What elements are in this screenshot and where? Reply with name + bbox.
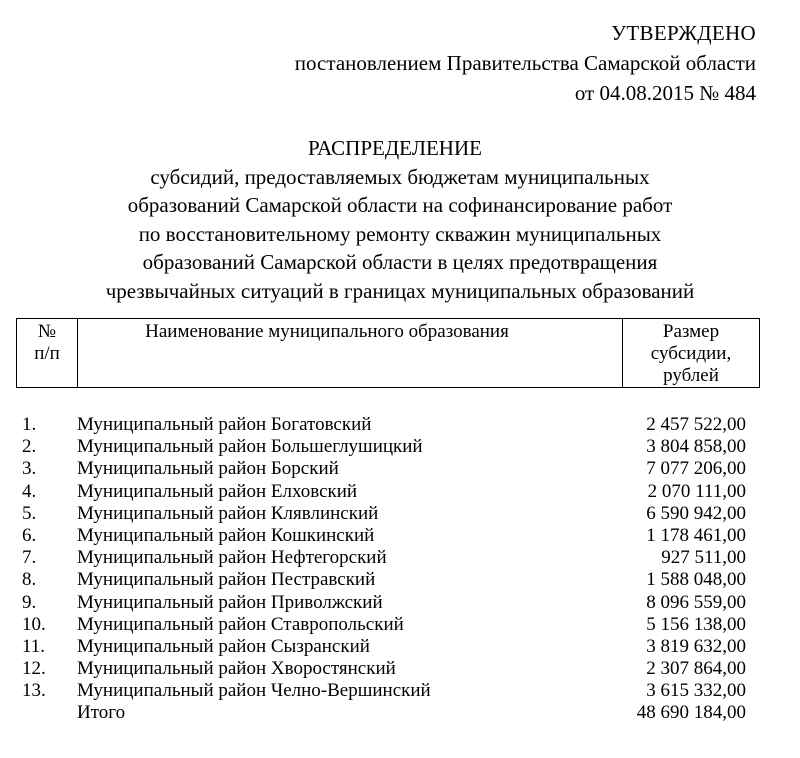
row-name: Муниципальный район Клявлинский — [77, 502, 379, 524]
row-amount: 8 096 559,00 — [646, 591, 746, 613]
row-number: 8. — [22, 569, 37, 591]
total-amount: 48 690 184,00 — [636, 702, 746, 724]
row-amount: 1 588 048,00 — [646, 569, 746, 591]
column-header-number-line2: п/п — [34, 343, 60, 364]
row-amount: 2 070 111,00 — [647, 480, 746, 502]
document-title — [0, 134, 800, 305]
row-amount: 3 615 332,00 — [646, 680, 746, 702]
row-amount: 1 178 461,00 — [646, 524, 746, 546]
row-number: 5. — [22, 502, 37, 524]
row-name: Муниципальный район Приволжский — [77, 591, 383, 613]
title-line-5: чрезвычайных ситуаций в границах муниципальных образований — [105, 278, 695, 303]
column-header-amount-line2: субсидии, — [650, 343, 732, 364]
row-number: 9. — [22, 591, 37, 613]
approval-stamp — [295, 18, 756, 108]
row-name: Муниципальный район Большеглушицкий — [77, 436, 423, 458]
row-name: Муниципальный район Елховский — [77, 480, 358, 502]
row-name: Муниципальный район Пестравский — [77, 569, 376, 591]
table-row — [0, 414, 800, 436]
row-name: Муниципальный район Челно-Вершинский — [77, 680, 431, 702]
approved-by: постановлением Правительства Самарской области — [294, 51, 756, 75]
row-number: 11. — [22, 635, 46, 657]
title-line-0: РАСПРЕДЕЛЕНИЕ — [308, 136, 482, 160]
row-number: 6. — [22, 524, 37, 546]
title-line-2: образований Самарской области на софинансирование работ — [127, 193, 673, 217]
column-header-amount-line3: рублей — [663, 365, 719, 386]
row-name: Муниципальный район Сызранский — [77, 635, 370, 657]
column-header-number-line1: № — [37, 321, 57, 342]
table-total-row — [0, 702, 800, 724]
row-amount: 7 077 206,00 — [646, 458, 746, 480]
row-name: Муниципальный район Нефтегорский — [77, 547, 387, 569]
row-number: 10. — [22, 613, 46, 635]
row-name: Муниципальный район Борский — [77, 458, 339, 480]
table-row — [0, 592, 800, 614]
title-line-4: образований Самарской области в целях предотвращения — [142, 250, 658, 274]
row-amount: 3 819 632,00 — [646, 635, 746, 657]
column-header-number — [17, 319, 78, 388]
column-header-amount — [623, 319, 760, 388]
row-name: Муниципальный район Хворостянский — [77, 658, 396, 680]
row-name: Муниципальный район Кошкинский — [77, 524, 375, 546]
table-row — [0, 547, 800, 569]
row-amount: 5 156 138,00 — [646, 613, 746, 635]
row-number: 7. — [22, 547, 37, 569]
approved-label: УТВЕРЖДЕНО — [611, 21, 756, 45]
table-row — [0, 458, 800, 480]
column-header-amount-line1: Размер — [662, 321, 720, 342]
row-number: 2. — [22, 436, 37, 458]
approved-date: от 04.08.2015 № 484 — [574, 81, 756, 105]
row-name: Муниципальный район Ставропольский — [77, 613, 404, 635]
row-amount: 2 457 522,00 — [646, 414, 746, 435]
row-number: 1. — [22, 414, 37, 435]
column-header-name: Наименование муниципального образования — [78, 319, 623, 388]
table-body — [0, 414, 800, 725]
table-row — [0, 503, 800, 525]
table-row — [0, 658, 800, 680]
table-row — [0, 569, 800, 591]
row-number: 13. — [22, 680, 46, 702]
table-header — [16, 318, 760, 388]
table-row — [0, 680, 800, 702]
row-amount: 927 511,00 — [661, 547, 746, 569]
row-amount: 3 804 858,00 — [646, 436, 746, 458]
table-row — [0, 481, 800, 503]
row-amount: 6 590 942,00 — [646, 502, 746, 524]
row-name: Муниципальный район Богатовский — [77, 414, 372, 435]
table-row — [0, 614, 800, 636]
title-line-3: по восстановительному ремонту скважин муниципальных — [138, 221, 662, 246]
row-amount: 2 307 864,00 — [646, 658, 746, 680]
title-line-1: субсидий, предоставляемых бюджетам муниципальных — [150, 164, 650, 189]
row-number: 12. — [22, 658, 46, 680]
table-row — [0, 636, 800, 658]
table-row — [0, 436, 800, 458]
table-row — [0, 525, 800, 547]
total-label: Итого — [77, 702, 126, 724]
row-number: 3. — [22, 458, 37, 480]
row-number: 4. — [22, 480, 37, 502]
